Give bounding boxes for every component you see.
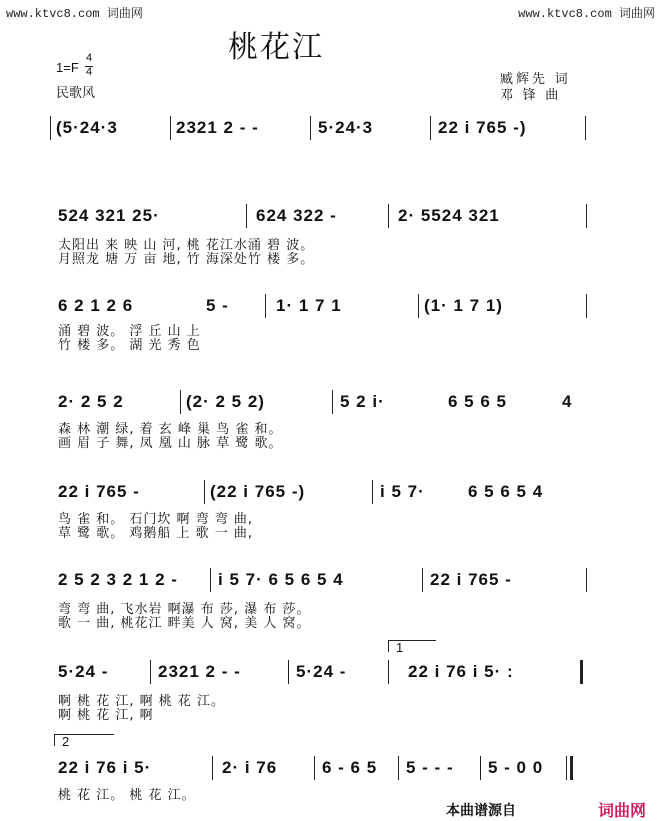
lyric-line: 竹 楼 多。 湖 光 秀 色 xyxy=(58,338,201,353)
time-signature-top: 4 xyxy=(86,52,93,64)
notes-measure: 6 - 6 5 xyxy=(322,758,378,777)
notes-measure: 524 321 25· xyxy=(58,206,160,225)
notes-measure: 2 5 2 3 2 1 2 - xyxy=(58,570,178,589)
notes-measure: 2· 2 5 2 xyxy=(58,392,124,411)
notes-measure: 6 2 1 2 6 xyxy=(58,296,134,315)
lyric-line: 月照龙 塘 万 亩 地, 竹 海深处竹 楼 多。 xyxy=(58,252,315,267)
notes-measure: (1· 1 7 1) xyxy=(424,296,503,315)
notes-measure: 5 2 i· xyxy=(340,392,385,411)
notes-measure: 1· 1 7 1 xyxy=(276,296,342,315)
lyric-line: 歌 一 曲, 桃花江 畔美 人 窝, 美 人 窝。 xyxy=(58,616,311,631)
notes-measure: (2· 2 5 2) xyxy=(186,392,265,411)
notes-measure: 5 - 0 0 xyxy=(488,758,544,777)
style-label: 民歌风 xyxy=(56,85,96,100)
notes-measure: 5 - xyxy=(206,296,229,315)
lyric-line: 草 鹭 歌。 鸡鹅船 上 歌 一 曲, xyxy=(58,526,254,541)
lyric-line: 弯 弯 曲, 飞水岩 啊瀑 布 莎, 瀑 布 莎。 xyxy=(58,602,311,617)
notes-measure: (22 i 765 -) xyxy=(210,482,306,501)
lyricist: 臧辉先 词 xyxy=(500,71,571,86)
notes-measure: 4 xyxy=(562,392,573,411)
time-signature-bottom: 4 xyxy=(86,66,93,78)
notes-measure: 22 i 76 i 5· xyxy=(58,758,152,777)
lyric-line: 桃 花 江。 桃 花 江。 xyxy=(58,788,196,803)
song-title: 桃花江 xyxy=(228,30,324,65)
lyric-line: 啊 桃 花 江, 啊 xyxy=(58,708,154,723)
notes-measure: 5 - - - xyxy=(406,758,454,777)
volta-1: 1 xyxy=(396,640,404,655)
watermark-right: www.ktvc8.com 词曲网 xyxy=(518,7,655,21)
composer: 邓 锋 曲 xyxy=(500,87,562,102)
lyric-line: 画 眉 子 舞, 凤 凰 山 脉 草 鹭 歌。 xyxy=(58,436,283,451)
notes-measure: 22 i 765 -) xyxy=(438,118,527,137)
key-signature: 1=F xyxy=(56,60,79,75)
notes-measure: 5·24 - xyxy=(296,662,347,681)
notes-measure: (5·24·3 xyxy=(56,118,118,137)
lyric-line: 啊 桃 花 江, 啊 桃 花 江。 xyxy=(58,694,226,709)
lyric-line: 森 林 潮 绿, 着 玄 峰 巢 鸟 雀 和。 xyxy=(58,422,283,437)
notes-measure: 22 i 76 i 5· : xyxy=(408,662,514,681)
notes-measure: 624 322 - xyxy=(256,206,337,225)
notes-measure: 22 i 765 - xyxy=(430,570,512,589)
lyric-line: 鸟 雀 和。 石门坎 啊 弯 弯 曲, xyxy=(58,512,254,527)
notes-measure: 5·24 - xyxy=(58,662,109,681)
notes-measure: 2321 2 - - xyxy=(158,662,241,681)
notes-measure: 2321 2 - - xyxy=(176,118,259,137)
notes-measure: i 5 7· xyxy=(380,482,425,501)
lyric-line: 太阳出 来 映 山 河, 桃 花江水涌 碧 波。 xyxy=(58,238,315,253)
source-label: 本曲谱源自 xyxy=(446,802,516,818)
notes-measure: 2· 5524 321 xyxy=(398,206,500,225)
notes-measure: 6 5 6 5 xyxy=(448,392,507,411)
notes-measure: 6 5 6 5 4 xyxy=(468,482,544,501)
notes-measure: 2· i 76 xyxy=(222,758,278,777)
notes-measure: 22 i 765 - xyxy=(58,482,140,501)
notes-measure: 5·24·3 xyxy=(318,118,374,137)
watermark-left: www.ktvc8.com 词曲网 xyxy=(6,7,143,21)
notes-measure: i 5 7· 6 5 6 5 4 xyxy=(218,570,344,589)
site-logo[interactable]: 词曲网 xyxy=(598,803,647,820)
lyric-line: 涌 碧 波。 浮 丘 山 上 xyxy=(58,324,201,339)
volta-2: 2 xyxy=(62,734,70,749)
